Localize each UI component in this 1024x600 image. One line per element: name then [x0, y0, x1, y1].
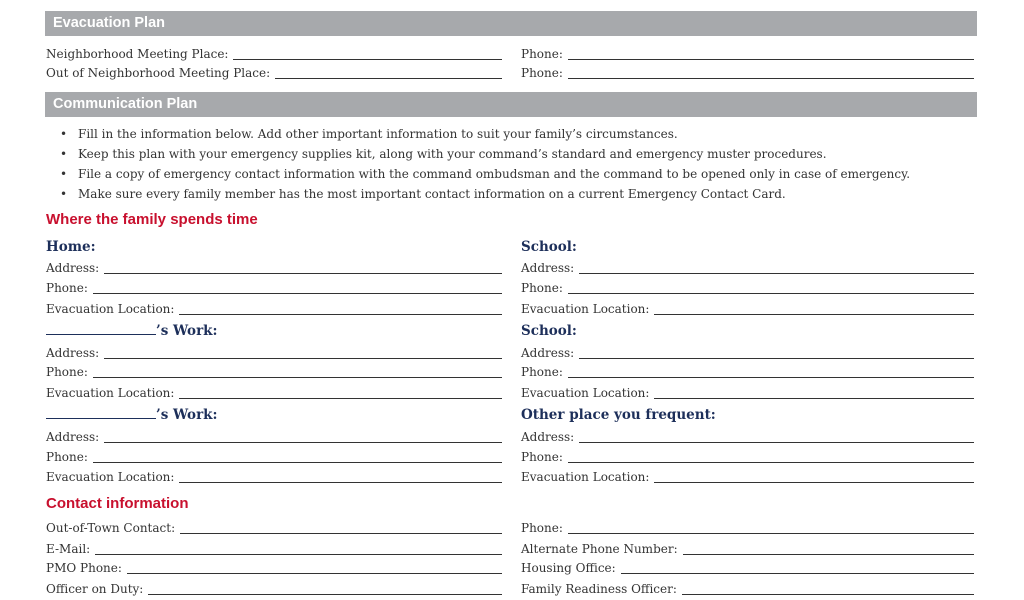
list-item	[60, 124, 970, 144]
school-evacuation-location-field[interactable]	[521, 384, 974, 400]
neighborhood-meeting-place-field[interactable]	[46, 45, 502, 61]
fill-line[interactable]	[568, 59, 974, 60]
instruction-list	[60, 124, 970, 204]
communication-plan-header: Communication Plan	[45, 92, 977, 117]
instruction-text: File a copy of emergency contact information with the command ombudsman and the command to be opened only in case of emergency.	[78, 167, 911, 181]
school-phone-field[interactable]	[521, 363, 974, 379]
field-label: Evacuation Location:	[521, 386, 650, 400]
fill-line[interactable]	[579, 273, 974, 274]
name-blank[interactable]	[46, 407, 156, 419]
fill-line[interactable]	[233, 59, 502, 60]
field-label: Out-of-Town Contact:	[46, 521, 176, 535]
other-evacuation-location-field[interactable]	[521, 468, 974, 484]
instruction-text: Make sure every family member has the most important contact information on a current Emergency Contact Card.	[78, 187, 786, 201]
bullet-icon: •	[60, 187, 68, 201]
other-place-heading: Other place you frequent:	[521, 407, 716, 423]
email-field[interactable]	[46, 540, 502, 556]
field-label: Phone:	[521, 281, 563, 295]
work-suffix: ’s Work:	[156, 407, 218, 423]
fill-line[interactable]	[127, 573, 502, 574]
fill-line[interactable]	[179, 314, 502, 315]
contact-section-heading: Contact information	[46, 495, 189, 512]
neighborhood-phone-field[interactable]	[521, 45, 974, 61]
bullet-icon: •	[60, 167, 68, 181]
fill-line[interactable]	[104, 358, 502, 359]
fill-line[interactable]	[621, 573, 974, 574]
field-label: Housing Office:	[521, 561, 616, 575]
officer-on-duty-field[interactable]	[46, 580, 502, 596]
field-label: Phone:	[521, 521, 563, 535]
fill-line[interactable]	[179, 398, 502, 399]
list-item	[60, 164, 970, 184]
field-label: Evacuation Location:	[46, 302, 175, 316]
evacuation-plan-header: Evacuation Plan	[45, 11, 977, 36]
fill-line[interactable]	[682, 594, 974, 595]
field-label: Address:	[46, 261, 100, 275]
work-address-field[interactable]	[46, 428, 502, 444]
fill-line[interactable]	[568, 377, 974, 378]
name-blank[interactable]	[46, 323, 156, 335]
fill-line[interactable]	[654, 482, 974, 483]
field-label: E-Mail:	[46, 542, 91, 556]
field-label: Phone:	[521, 450, 563, 464]
fill-line[interactable]	[579, 358, 974, 359]
fill-line[interactable]	[93, 462, 502, 463]
contact-phone-field[interactable]	[521, 519, 974, 535]
field-label: Address:	[521, 261, 575, 275]
school-heading: School:	[521, 239, 577, 255]
field-label: Address:	[46, 430, 100, 444]
work-evacuation-location-field[interactable]	[46, 384, 502, 400]
work-heading	[46, 407, 218, 423]
out-of-town-contact-field[interactable]	[46, 519, 502, 535]
list-item	[60, 184, 970, 204]
field-label: Alternate Phone Number:	[521, 542, 678, 556]
home-evacuation-location-field[interactable]	[46, 300, 502, 316]
fill-line[interactable]	[180, 533, 502, 534]
fill-line[interactable]	[93, 377, 502, 378]
home-heading: Home:	[46, 239, 96, 255]
list-item	[60, 144, 970, 164]
field-label: Address:	[521, 346, 575, 360]
instruction-text: Keep this plan with your emergency supplies kit, along with your command’s standard and emergency muster procedures.	[78, 147, 827, 161]
field-label: Phone:	[46, 281, 88, 295]
home-address-field[interactable]	[46, 259, 502, 275]
school-address-field[interactable]	[521, 344, 974, 360]
field-label: Evacuation Location:	[46, 386, 175, 400]
other-phone-field[interactable]	[521, 448, 974, 464]
fill-line[interactable]	[579, 442, 974, 443]
field-label: Address:	[46, 346, 100, 360]
field-label: Phone:	[521, 47, 563, 61]
instruction-text: Fill in the information below. Add other important information to suit your family’s circumstances.	[78, 127, 678, 141]
fill-line[interactable]	[95, 554, 502, 555]
out-of-neighborhood-phone-field[interactable]	[521, 64, 974, 80]
field-label: Neighborhood Meeting Place:	[46, 47, 229, 61]
field-label: Out of Neighborhood Meeting Place:	[46, 66, 271, 80]
school-evacuation-location-field[interactable]	[521, 300, 974, 316]
fill-line[interactable]	[654, 398, 974, 399]
field-label: Evacuation Location:	[46, 470, 175, 484]
field-label: Family Readiness Officer:	[521, 582, 677, 596]
home-phone-field[interactable]	[46, 279, 502, 295]
school-phone-field[interactable]	[521, 279, 974, 295]
fill-line[interactable]	[104, 442, 502, 443]
field-label: Evacuation Location:	[521, 470, 650, 484]
fill-line[interactable]	[275, 78, 502, 79]
fill-line[interactable]	[148, 594, 502, 595]
fill-line[interactable]	[104, 273, 502, 274]
field-label: Phone:	[521, 66, 563, 80]
work-address-field[interactable]	[46, 344, 502, 360]
family-readiness-officer-field[interactable]	[521, 580, 974, 596]
fill-line[interactable]	[568, 533, 974, 534]
other-address-field[interactable]	[521, 428, 974, 444]
bullet-icon: •	[60, 147, 68, 161]
school-heading: School:	[521, 323, 577, 339]
fill-line[interactable]	[568, 462, 974, 463]
work-phone-field[interactable]	[46, 448, 502, 464]
field-label: Phone:	[521, 365, 563, 379]
field-label: Address:	[521, 430, 575, 444]
out-of-neighborhood-meeting-place-field[interactable]	[46, 64, 502, 80]
pmo-phone-field[interactable]	[46, 559, 502, 575]
field-label: PMO Phone:	[46, 561, 122, 575]
family-section-heading: Where the family spends time	[46, 211, 258, 228]
fill-line[interactable]	[683, 554, 974, 555]
fill-line[interactable]	[568, 78, 974, 79]
work-phone-field[interactable]	[46, 363, 502, 379]
work-evacuation-location-field[interactable]	[46, 468, 502, 484]
fill-line[interactable]	[568, 293, 974, 294]
work-heading	[46, 323, 218, 339]
work-suffix: ’s Work:	[156, 323, 218, 339]
field-label: Phone:	[46, 365, 88, 379]
school-address-field[interactable]	[521, 259, 974, 275]
field-label: Officer on Duty:	[46, 582, 144, 596]
bullet-icon: •	[60, 127, 68, 141]
field-label: Evacuation Location:	[521, 302, 650, 316]
field-label: Phone:	[46, 450, 88, 464]
fill-line[interactable]	[179, 482, 502, 483]
housing-office-field[interactable]	[521, 559, 974, 575]
fill-line[interactable]	[93, 293, 502, 294]
fill-line[interactable]	[654, 314, 974, 315]
alternate-phone-field[interactable]	[521, 540, 974, 556]
